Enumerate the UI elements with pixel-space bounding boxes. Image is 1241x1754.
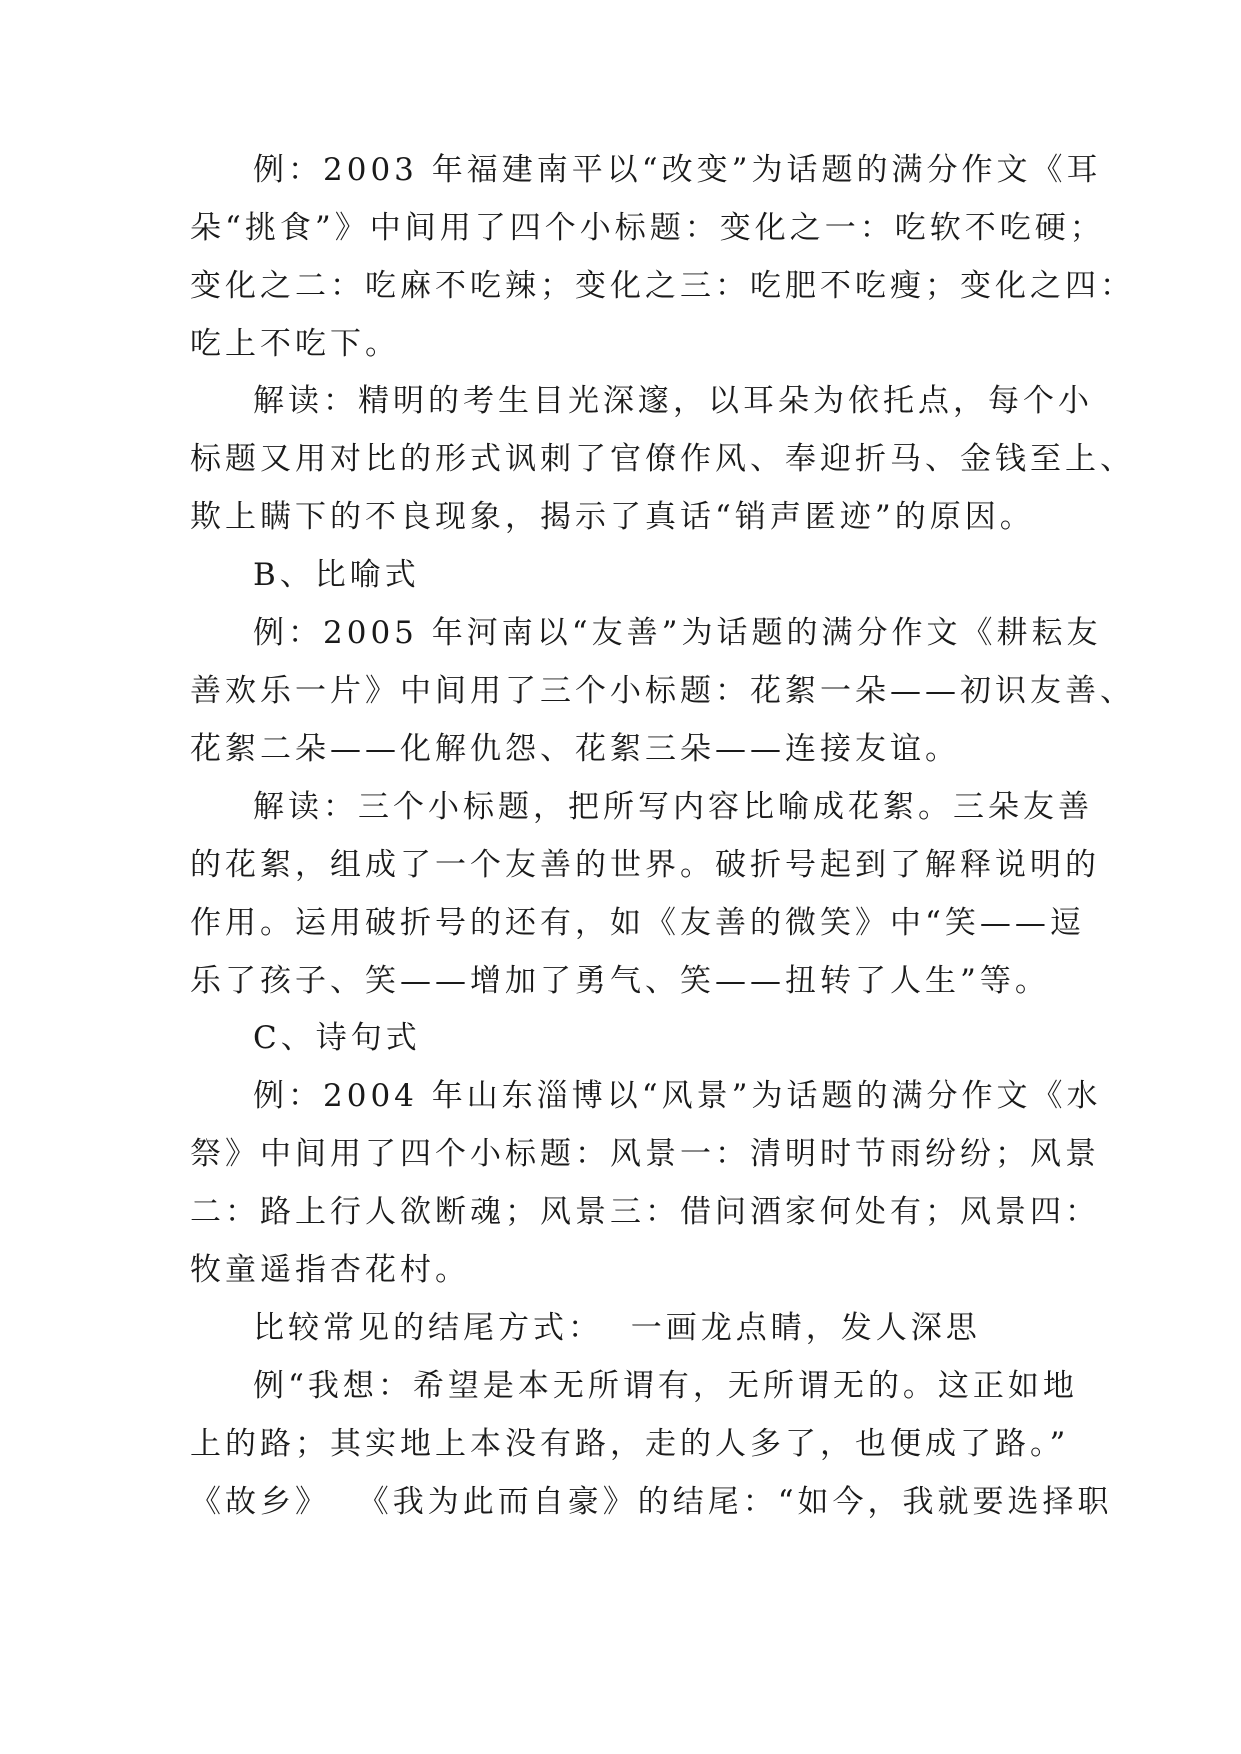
text-line: 解读：精明的考生目光深邃，以耳朵为依托点，每个小	[253, 383, 1093, 419]
text-line: 花絮二朵——化解仇怨、花絮三朵——连接友谊。	[190, 731, 960, 767]
text-line: 例：2004 年山东淄博以“风景”为话题的满分作文《水	[253, 1078, 1102, 1114]
text-line: 例：2003 年福建南平以“改变”为话题的满分作文《耳	[253, 152, 1102, 188]
text-line: 吃上不吃下。	[190, 326, 400, 362]
text-line: 作用。运用破折号的还有，如《友善的微笑》中“笑——逗	[190, 905, 1085, 941]
text-line: 变化之二：吃麻不吃辣；变化之三：吃肥不吃瘦；变化之四：	[190, 268, 1135, 304]
text-line: 上的路；其实地上本没有路，走的人多了，也便成了路。”	[190, 1426, 1070, 1462]
text-line: 善欢乐一片》中间用了三个小标题：花絮一朵——初识友善、	[190, 673, 1135, 709]
text-line: 祭》中间用了四个小标题：风景一：清明时节雨纷纷；风景	[190, 1136, 1100, 1172]
text-line: 解读：三个小标题，把所写内容比喻成花絮。三朵友善	[253, 789, 1093, 825]
text-line: 朵“挑食”》中间用了四个小标题：变化之一：吃软不吃硬；	[190, 210, 1105, 246]
text-line: 标题又用对比的形式讽刺了官僚作风、奉迎折马、金钱至上、	[190, 441, 1135, 477]
text-line: 二：路上行人欲断魂；风景三：借问酒家何处有；风景四：	[190, 1194, 1100, 1230]
text-line: 牧童遥指杏花村。	[190, 1252, 470, 1288]
text-line: 《故乡》 《我为此而自豪》的结尾：“如今，我就要选择职	[190, 1484, 1113, 1520]
text-line: 例：2005 年河南以“友善”为话题的满分作文《耕耘友	[253, 615, 1102, 651]
text-line: 的花絮，组成了一个友善的世界。破折号起到了解释说明的	[190, 847, 1100, 883]
text-line: 乐了孩子、笑——增加了勇气、笑——扭转了人生”等。	[190, 963, 1050, 999]
text-line: 欺上瞒下的不良现象，揭示了真话“销声匿迹”的原因。	[190, 499, 1035, 535]
text-line: 例“我想：希望是本无所谓有，无所谓无的。这正如地	[253, 1368, 1078, 1404]
text-line: 比较常见的结尾方式： 一画龙点睛，发人深思	[253, 1310, 981, 1346]
section-heading: C、诗句式	[253, 1020, 421, 1056]
section-heading: B、比喻式	[253, 557, 420, 593]
